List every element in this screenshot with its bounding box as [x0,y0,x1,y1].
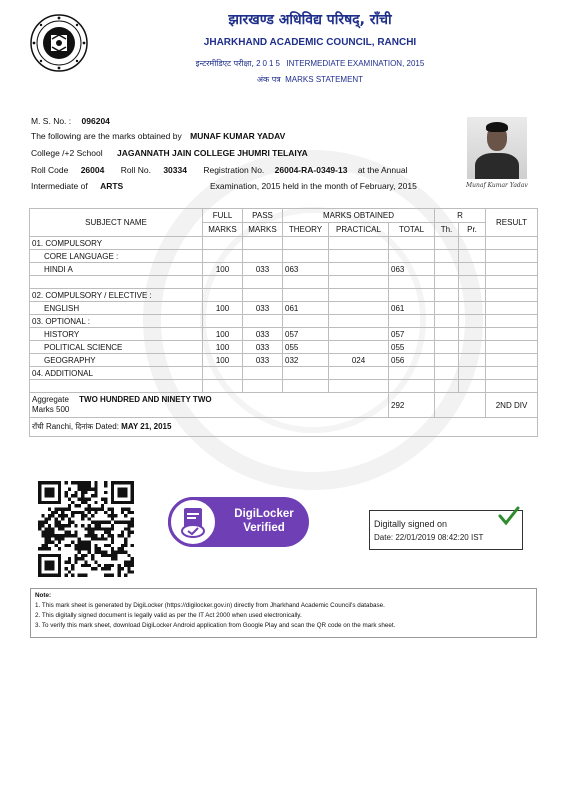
spacer-row [30,276,538,289]
section-row [30,289,538,302]
practical-marks [329,328,389,341]
roll-code-value: 26004 [80,165,105,175]
theory-marks: 055 [283,341,329,354]
aggregate-row [30,393,538,418]
college-label: College /+2 School [31,148,103,158]
pass-marks: 033 [243,263,283,276]
col-total: TOTAL [389,223,435,237]
council-name-hindi: झारखण्ड अधिविद्य परिषद्, राँची [228,12,392,28]
section-row [30,315,538,328]
annual-label: at the Annual [357,165,408,175]
section-title: 03. OPTIONAL : [30,315,203,328]
col-theory: THEORY [283,223,329,237]
subject-name: POLITICAL SCIENCE [30,341,203,354]
col-subject: SUBJECT NAME [30,209,203,237]
dated-row [30,418,538,437]
student-photo [467,117,527,179]
exam-held-text: Examination, 2015 held in the month of February, 2015 [210,181,417,191]
section-row [30,367,538,380]
practical-marks: 024 [329,354,389,367]
statement-title-english: MARKS STATEMENT [285,75,364,84]
subject-name: GEOGRAPHY [30,354,203,367]
intermediate-label: Intermediate of [31,181,88,191]
council-name-english: JHARKHAND ACADEMIC COUNCIL, RANCHI [203,37,417,48]
digilocker-icon-circle [168,497,218,547]
table-row [30,328,538,341]
section-row [30,250,538,263]
subject-name: ENGLISH [30,302,203,315]
registration-label: Registration No. [203,165,265,175]
full-marks: 100 [203,328,243,341]
note-title: Note: [35,592,52,599]
col-pass-1: PASS [243,209,283,223]
student-signature: Munaf Kumar Yadav [466,182,528,189]
digilocker-verified-badge [168,497,309,547]
student-name-row [31,131,285,141]
col-r: R [435,209,486,223]
total-marks: 055 [389,341,435,354]
place-english: Ranchi, [45,422,74,431]
signed-date: Date: 22/01/2019 08:42:20 IST [374,533,484,542]
digilocker-line1: DigiLocker [234,508,294,520]
section-subtitle: CORE LANGUAGE : [30,250,203,263]
result-value: 2ND DIV [486,393,538,418]
col-full-1: FULL [203,209,243,223]
exam-title [100,58,520,69]
spacer-row [30,380,538,393]
ms-no-value: 096204 [81,116,110,126]
digilocker-text [222,507,306,535]
signed-label: Digitally signed on [374,519,448,529]
note-box [30,588,537,638]
theory-marks: 057 [283,328,329,341]
digital-signature-box [369,510,523,550]
roll-no-value: 30334 [163,165,187,175]
theory-marks: 063 [283,263,329,276]
subject-name: HISTORY [30,328,203,341]
table-row [30,302,538,315]
roll-code-label: Roll Code [31,165,69,175]
checkmark-icon [498,505,520,527]
roll-no-label: Roll No. [120,165,151,175]
col-pass-2: MARKS [243,223,283,237]
ms-no-row [31,116,110,126]
obtained-by-label: The following are the marks obtained by [31,131,182,141]
pass-marks: 033 [243,328,283,341]
col-practical: PRACTICAL [329,223,389,237]
note-item: 1. This mark sheet is generated by DigiLocker (https://digilocker.gov.in) directly from Jharkhand Academic Council's database. [35,602,385,609]
practical-marks [329,341,389,354]
roll-row [31,165,407,175]
exam-title-english: INTERMEDIATE EXAMINATION, 2015 [286,59,425,68]
col-th: Th. [435,223,459,237]
digilocker-line2: Verified [243,522,285,534]
dated-hindi: दिनांक [75,422,94,431]
practical-marks [329,302,389,315]
total-marks: 057 [389,328,435,341]
full-marks: 100 [203,302,243,315]
section-row [30,237,538,250]
note-item: 3. To verify this mark sheet, download DigiLocker Android application from Google Play and scan the QR code on the mark sheet. [35,622,396,629]
full-marks: 100 [203,341,243,354]
exam-year-hindi: 2015 [256,59,282,68]
section-title: 04. ADDITIONAL [30,367,203,380]
college-row [31,148,308,158]
ms-no-label: M. S. No. : [31,116,72,126]
pass-marks: 033 [243,302,283,315]
marks-table [29,208,538,437]
subject-name: HINDI A [30,263,203,276]
council-logo-icon [30,14,88,72]
full-marks: 100 [203,263,243,276]
place-hindi: राँची [32,422,44,431]
statement-title [100,74,520,85]
document-cloud-icon [171,500,215,544]
section-title: 02. COMPULSORY / ELECTIVE : [30,289,203,302]
dated-value: MAY 21, 2015 [121,422,172,431]
col-pr: Pr. [459,223,486,237]
table-row [30,341,538,354]
table-row [30,263,538,276]
table-row [30,354,538,367]
aggregate-total: 292 [389,393,435,418]
pass-marks: 033 [243,354,283,367]
aggregate-words: TWO HUNDRED AND NINETY TWO [79,395,212,404]
section-title: 01. COMPULSORY [30,237,203,250]
exam-title-hindi: इन्टरमीडिएट परीक्षा, [195,59,254,68]
col-full-2: MARKS [203,223,243,237]
col-result: RESULT [486,209,538,237]
stream-row [31,181,123,191]
note-item: 2. This digitally signed document is legally valid as per the IT Act 2000 when used electronically. [35,612,302,619]
pass-marks: 033 [243,341,283,354]
total-marks: 056 [389,354,435,367]
table-header-row [30,209,538,223]
aggregate-label: Aggregate [32,395,69,404]
theory-marks: 032 [283,354,329,367]
col-obtained: MARKS OBTAINED [283,209,435,223]
full-marks: 100 [203,354,243,367]
aggregate-marks-label: Marks 500 [32,405,70,414]
dated-label: Dated: [95,422,119,431]
total-marks: 061 [389,302,435,315]
college-name: JAGANNATH JAIN COLLEGE JHUMRI TELAIYA [116,148,308,158]
qr-code[interactable] [38,481,134,577]
theory-marks: 061 [283,302,329,315]
practical-marks [329,263,389,276]
student-name: MUNAF KUMAR YADAV [190,131,286,141]
statement-title-hindi: अंक पत्र [256,75,281,84]
stream-value: ARTS [100,181,124,191]
registration-value: 26004-RA-0349-13 [274,165,348,175]
total-marks: 063 [389,263,435,276]
